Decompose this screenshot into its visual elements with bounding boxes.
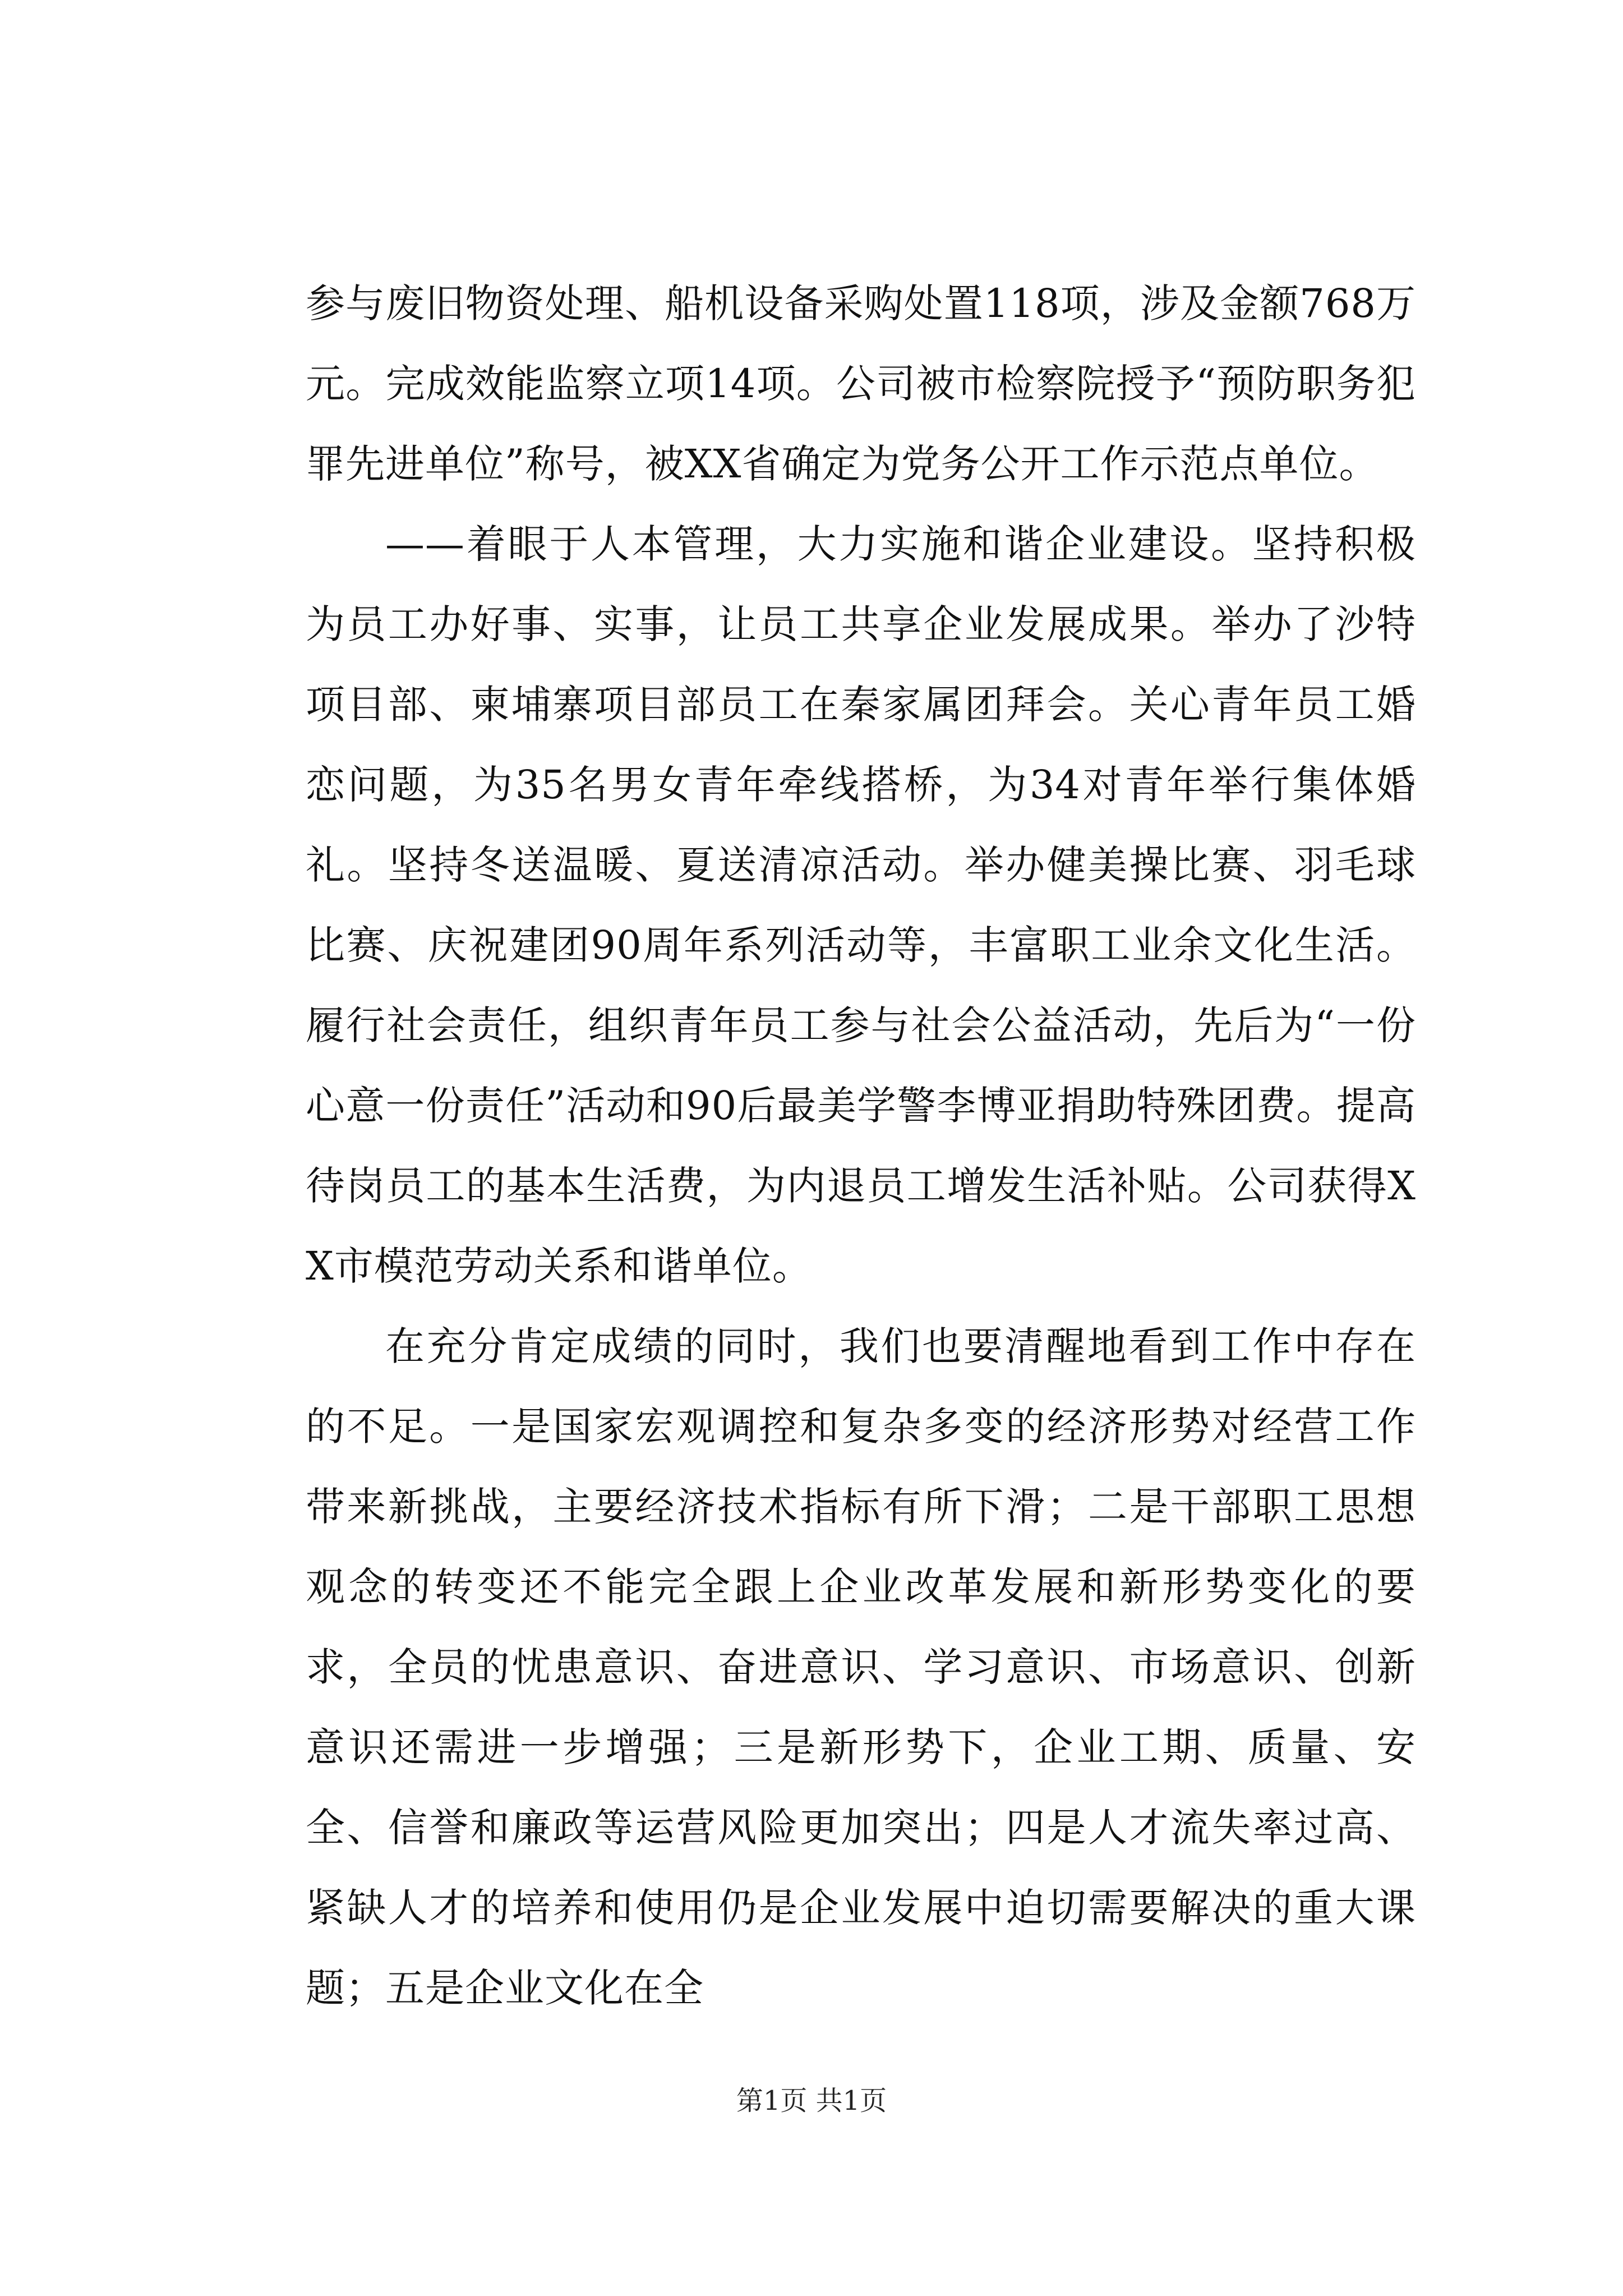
- paragraph-harmonious-enterprise: ——着眼于人本管理，大力实施和谐企业建设。坚持积极为员工办好事、实事，让员工共享企业发展成果。举办了沙特项目部、柬埔寨项目部员工在秦家属团拜会。关心青年员工婚恋问题，为35名男女青年牵线搭桥，为34对青年举行集体婚礼。坚持冬送温暖、夏送清凉活动。举办健美操比赛、羽毛球比赛、庆祝建团90周年系列活动等，丰富职工业余文化生活。履行社会责任，组织青年员工参与社会公益活动，先后为“一份心意一份责任”活动和90后最美学警李博亚捐助特殊团费。提高待岗员工的基本生活费，为内退员工增发生活补贴。公司获得XX市模范劳动关系和谐单位。: [306, 521, 1416, 1289]
- paragraph-continuation: 参与废旧物资处理、船机设备采购处置118项，涉及金额768万元。完成效能监察立项14项。公司被市检察院授予“预防职务犯罪先进单位”称号，被XX省确定为党务公开工作示范点单位。: [306, 280, 1416, 487]
- document-body: [306, 264, 1416, 2028]
- page-footer: 第1页 共1页: [736, 2085, 887, 2116]
- paragraph-shortcomings: 在充分肯定成绩的同时，我们也要清醒地看到工作中存在的不足。一是国家宏观调控和复杂多变的经济形势对经营工作带来新挑战，主要经济技术指标有所下滑；二是干部职工思想观念的转变还不能完全跟上企业改革发展和新形势变化的要求，全员的忧患意识、奋进意识、学习意识、市场意识、创新意识还需进一步增强；三是新形势下，企业工期、质量、安全、信誉和廉政等运营风险更加突出；四是人才流失率过高、紧缺人才的培养和使用仍是企业发展中迫切需要解决的重大课题；五是企业文化在全: [306, 1323, 1416, 2011]
